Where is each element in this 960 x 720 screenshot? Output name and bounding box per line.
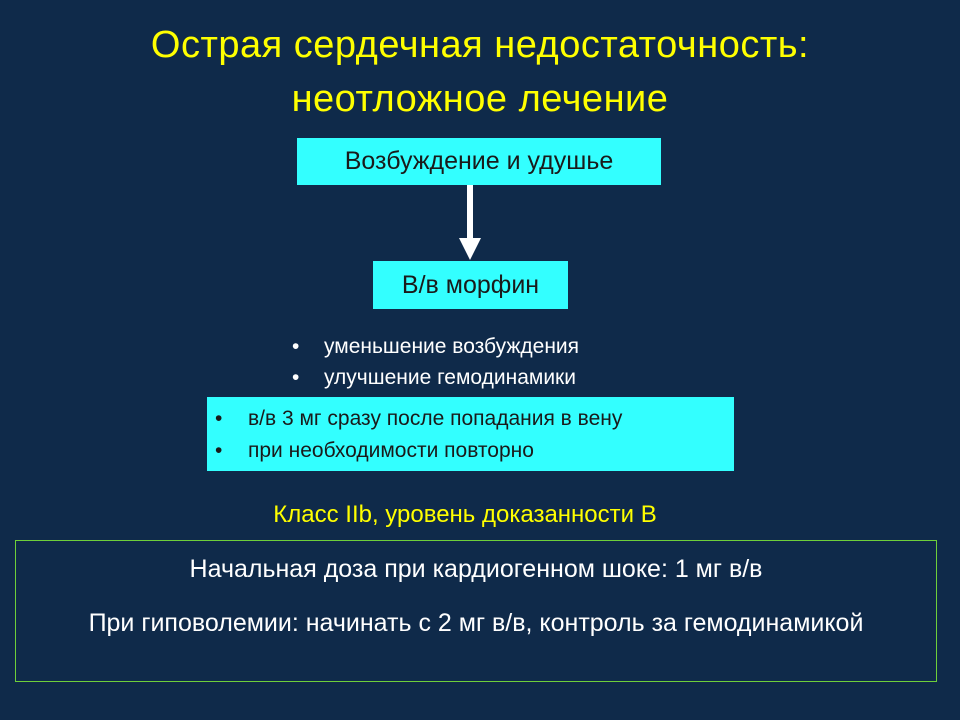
dosing-text: в/в 3 мг сразу после попадания в вену <box>248 407 623 430</box>
slide-title <box>0 18 960 126</box>
note-box <box>15 540 937 682</box>
drug-box: В/в морфин <box>373 261 568 309</box>
dosing-box <box>207 397 734 471</box>
note-line-2: При гиповолемии: начинать с 2 мг в/в, контроль за гемодинамикой <box>88 609 864 637</box>
down-arrow-shaft <box>467 185 473 240</box>
bullet-icon: • <box>215 407 223 430</box>
list-item <box>292 362 712 393</box>
title-line-1: Острая сердечная недостаточность: <box>150 24 810 66</box>
list-item <box>207 403 734 435</box>
bullet-icon: • <box>292 366 300 389</box>
list-item <box>292 331 712 362</box>
title-line-2: неотложное лечение <box>291 78 669 120</box>
evidence-level: Класс IIb, уровень доказанности В <box>273 501 657 528</box>
trigger-box: Возбуждение и удушье <box>297 138 661 185</box>
down-arrow-icon <box>459 238 481 260</box>
effects-list <box>292 331 712 393</box>
effect-text: улучшение гемодинамики <box>324 366 576 389</box>
note-line-1: Начальная доза при кардиогенном шоке: 1 мг в/в <box>189 555 763 583</box>
bullet-icon: • <box>215 439 223 462</box>
effect-text: уменьшение возбуждения <box>324 335 580 358</box>
list-item <box>207 435 734 467</box>
bullet-icon: • <box>292 335 300 358</box>
dosing-text: при необходимости повторно <box>248 439 534 462</box>
dosing-list <box>207 403 734 467</box>
